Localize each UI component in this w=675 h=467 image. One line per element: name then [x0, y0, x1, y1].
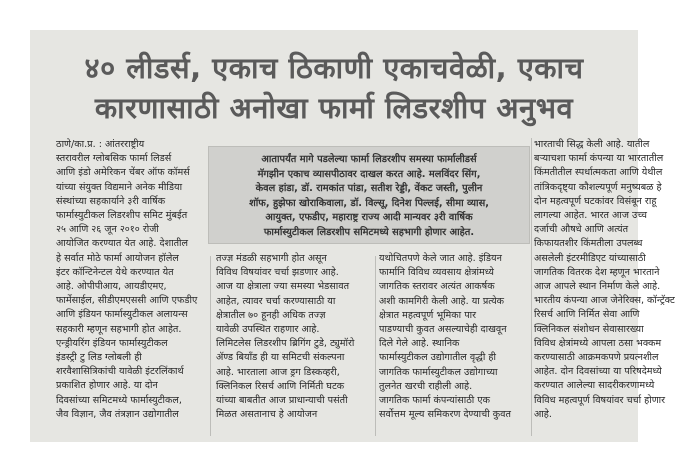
body-text-line: २५ आणि २६ जून २०१० रोजी [56, 224, 159, 236]
body-text-line: क्लिनिकल संशोधन सेवासारख्या [534, 323, 644, 335]
body-text-line: तांत्रिकदृष्ट्या कौशल्यपूर्ण मनुष्यबळ हे [534, 181, 662, 193]
body-text-line: यावेळी उपस्थित राहणार आहे. [216, 324, 320, 336]
body-text-line: शरवैशासित्रिकांची यावेळी इंटरलिंकार्थ [56, 366, 184, 378]
body-text-line: भारताची सिद्ध केली आहे. यातील [534, 139, 650, 150]
body-text-line: पाडण्याची कुवत असल्याचेही दाखवून [379, 324, 507, 336]
body-text-line: ठाणे/का.प्र. : आंतरराष्ट्रीय [56, 139, 145, 150]
body-text-line: रिसर्च आणि निर्मित सेवा आणि [534, 309, 640, 321]
body-text-line: आयोजित करण्यात येत आहे. देशातील [56, 238, 189, 250]
body-text-line: भारतीय कंपन्या आज जेनेरिक्स, कॉन्ट्रॅक्ट [534, 295, 675, 307]
body-text-line: जागतिक फार्मास्युटीकल उद्योगाच्या [379, 366, 498, 378]
body-text-line: क्षेत्रात महत्वपूर्ण भूमिका पार [379, 309, 477, 321]
body-text-line: आहे. भारताला आज ड्रग डिस्कव्हरी, [216, 366, 340, 378]
body-text-line: एन्ड्रीयरिंग इंडियन फार्मास्युटीकल [56, 337, 168, 349]
body-text-line: लागल्या आहेत. भारत आज उच्च [534, 210, 647, 222]
deck-line: फार्मास्युटीकल लिडरशीप समिटमध्ये सहभागी होणार आहेत. [263, 226, 475, 238]
body-text-line: सर्वोत्तम मूल्य समिकरण देण्याची कुवत [379, 409, 511, 421]
body-text-line: किंमतीतील स्पर्धात्मकता आणि येथील [534, 167, 663, 179]
body-text-line: फार्मास्युटीकल उद्योगातील वृद्धी ही [379, 352, 496, 364]
body-text-line: आज या क्षेत्राला ज्या समस्या भेडसावत [216, 281, 350, 293]
article-deck-box [208, 146, 530, 244]
body-text-line: जागतिक स्तरावर अत्यंत आकर्षक [379, 281, 495, 293]
column-divider [531, 138, 532, 436]
body-text-line: किफायतशीर किंमतीला उपलब्ध [534, 238, 643, 250]
deck-line: आतापर्यंत मागे पडलेल्या फार्मा लिडरशीप समस्या फार्मालीडर्स [261, 154, 477, 165]
body-text-line: जागतिक वितरक देश म्हणून भारताने [534, 266, 660, 278]
headline-line-2: कारणासाठी अनोखा फार्मा लिडरशीप अनुभव [94, 91, 574, 125]
body-text-line: आणि इंडो अमेरिकन चेंबर ऑफ कॉमर्स [56, 167, 190, 179]
body-text-line: इंडस्ट्री टु लिड ग्लोबली ही [56, 352, 142, 364]
article-column-1 [56, 138, 206, 422]
body-text-line: आहेत, त्यावर चर्चा करण्यासाठी या [216, 295, 336, 307]
body-text-line: तुलनेत खरची राहीली आहे. [379, 380, 473, 392]
body-text-line: असलेली इंटरमीडिएट यांच्यासाठी [534, 252, 646, 264]
body-text-line: आणि इंडियन फार्मास्युटीकल अलायन्स [56, 309, 188, 321]
body-text-line: दिवसांच्या समिटमध्ये फार्मास्युटीकल, [56, 394, 182, 406]
body-text-line: स्तरावरील ग्लोबसिक फार्मा लिडर्स [56, 153, 172, 165]
body-text-line: इंटर कॉन्टिनेन्टल येथे करण्यात येत [56, 266, 174, 278]
article-column-2 [216, 252, 372, 422]
body-text-line: विविध क्षेत्रांमध्ये आपला ठसा भक्कम [534, 337, 662, 349]
article-column-3 [379, 252, 527, 422]
body-text-line: अशी कामगिरी केली आहे. या प्रत्येक [379, 295, 504, 307]
body-text-line: आज आपले स्थान निर्माण केले आहे. [534, 281, 661, 293]
body-text-line: लिमिटलेस लिडरशीप ब्रिगिंग टुडे, ट्युमॉरो [216, 338, 355, 350]
body-text-line: करण्यात आलेल्या सादरीकरणामध्ये [534, 380, 655, 392]
article-column-4 [534, 138, 675, 422]
body-text-line: यांच्या बाबतीत आज प्राधान्याची पसंती [216, 395, 348, 407]
body-text-line: क्षेत्रातील ७० हूनही अधिक तज्ज्ञ [216, 309, 326, 321]
body-text-line: मिळत असतानाच हे आयोजन [216, 409, 318, 421]
body-text-line: आहेत. दोन दिवसांच्या या परिषदेमध्ये [534, 366, 662, 378]
body-text-line: दोन महत्वपूर्ण घटकांवर विसंबून राहू [534, 195, 657, 207]
body-text-line: ॲण्ड बियॉंड ही या समिटची संकल्पना [216, 352, 345, 364]
body-text-line: यांच्या संयुक्त विद्यमाने अनेक मीडिया [56, 181, 183, 193]
body-text-line: दिले गेले आहे. स्थानिक [379, 338, 460, 350]
body-text-line: फार्मानि विविध व्यवसाय क्षेत्रांमध्ये [379, 267, 494, 279]
column-divider [210, 256, 211, 436]
body-text-line: यथोचितपणे केले जात आहे. इंडियन [379, 253, 502, 264]
body-text-line: बऱ्याचशा फार्मा कंपन्या या भारतातील [534, 153, 664, 165]
headline-line-1: ४० लीडर्स, एकाच ठिकाणी एकाचवेळी, एकाच [84, 51, 584, 85]
body-text-line: विविध विषयांवर चर्चा झडणार आहे. [216, 267, 339, 279]
body-text-line: दर्जाची औषधे आणि अत्यंत [534, 224, 629, 236]
deck-line: केवल हांडा, डॉ. रामकांत पांडा, सतीश रेड्डी, वेंकट जस्ती, पुलीन [255, 183, 483, 194]
body-text-line: आहे. [534, 408, 552, 420]
body-text-line: जैव विज्ञान, जैव तंत्रज्ञान उद्योगातील [56, 408, 179, 420]
body-text-line: फार्मास्युटीकल लिडरशीप समिट मुंबईत [56, 210, 188, 222]
body-text-line: करण्यासाठी आक्रमकपणे प्रयत्नशील [534, 352, 659, 364]
deck-line: आयुक्त, एफडीए, महाराष्ट्र राज्य आदी मान्यवर ३री वार्षिक [265, 212, 473, 223]
body-text-line: संस्थांच्या सहकार्याने ३री वार्षिक [56, 195, 166, 207]
body-text-line: सहकारी म्हणून सहभागी होत आहेत. [56, 323, 182, 335]
body-text-line: फार्मेसाईल, सीडीएमएससी आणि एफडीए [56, 295, 198, 307]
body-text-line: जागतिक फार्मा कंपन्यांसाठी एक [379, 395, 490, 407]
body-text-line: हे सर्वात मोठे फार्मा आयोजन हॉलेल [56, 252, 179, 264]
body-text-line: विविध महत्वपूर्ण विषयांवर चर्चा होणार [534, 394, 666, 406]
body-text-line: क्लिनिकल रिसर्च आणि निर्मिती घटक [216, 380, 345, 392]
column-divider [375, 256, 376, 436]
deck-line: मॅगझीन एकाच व्यासपीठावर दाखल करत आहे. मलविंदर सिंग, [257, 168, 481, 180]
body-text-line: प्रकाशित होणार आहे. या दोन [56, 380, 158, 392]
body-text-line: तज्ज्ञ मंडळी सहभागी होत असून [216, 253, 327, 264]
newspaper-clipping [30, 30, 675, 442]
deck-line: शॉफ, हुझेफा खोराकिवाला, डॉ. विल्सू, दिनेश पिल्लई, सीमा व्यास, [249, 197, 489, 209]
body-text-line: आहे. ओपीपीआय, आयडीएमए, [56, 281, 167, 293]
